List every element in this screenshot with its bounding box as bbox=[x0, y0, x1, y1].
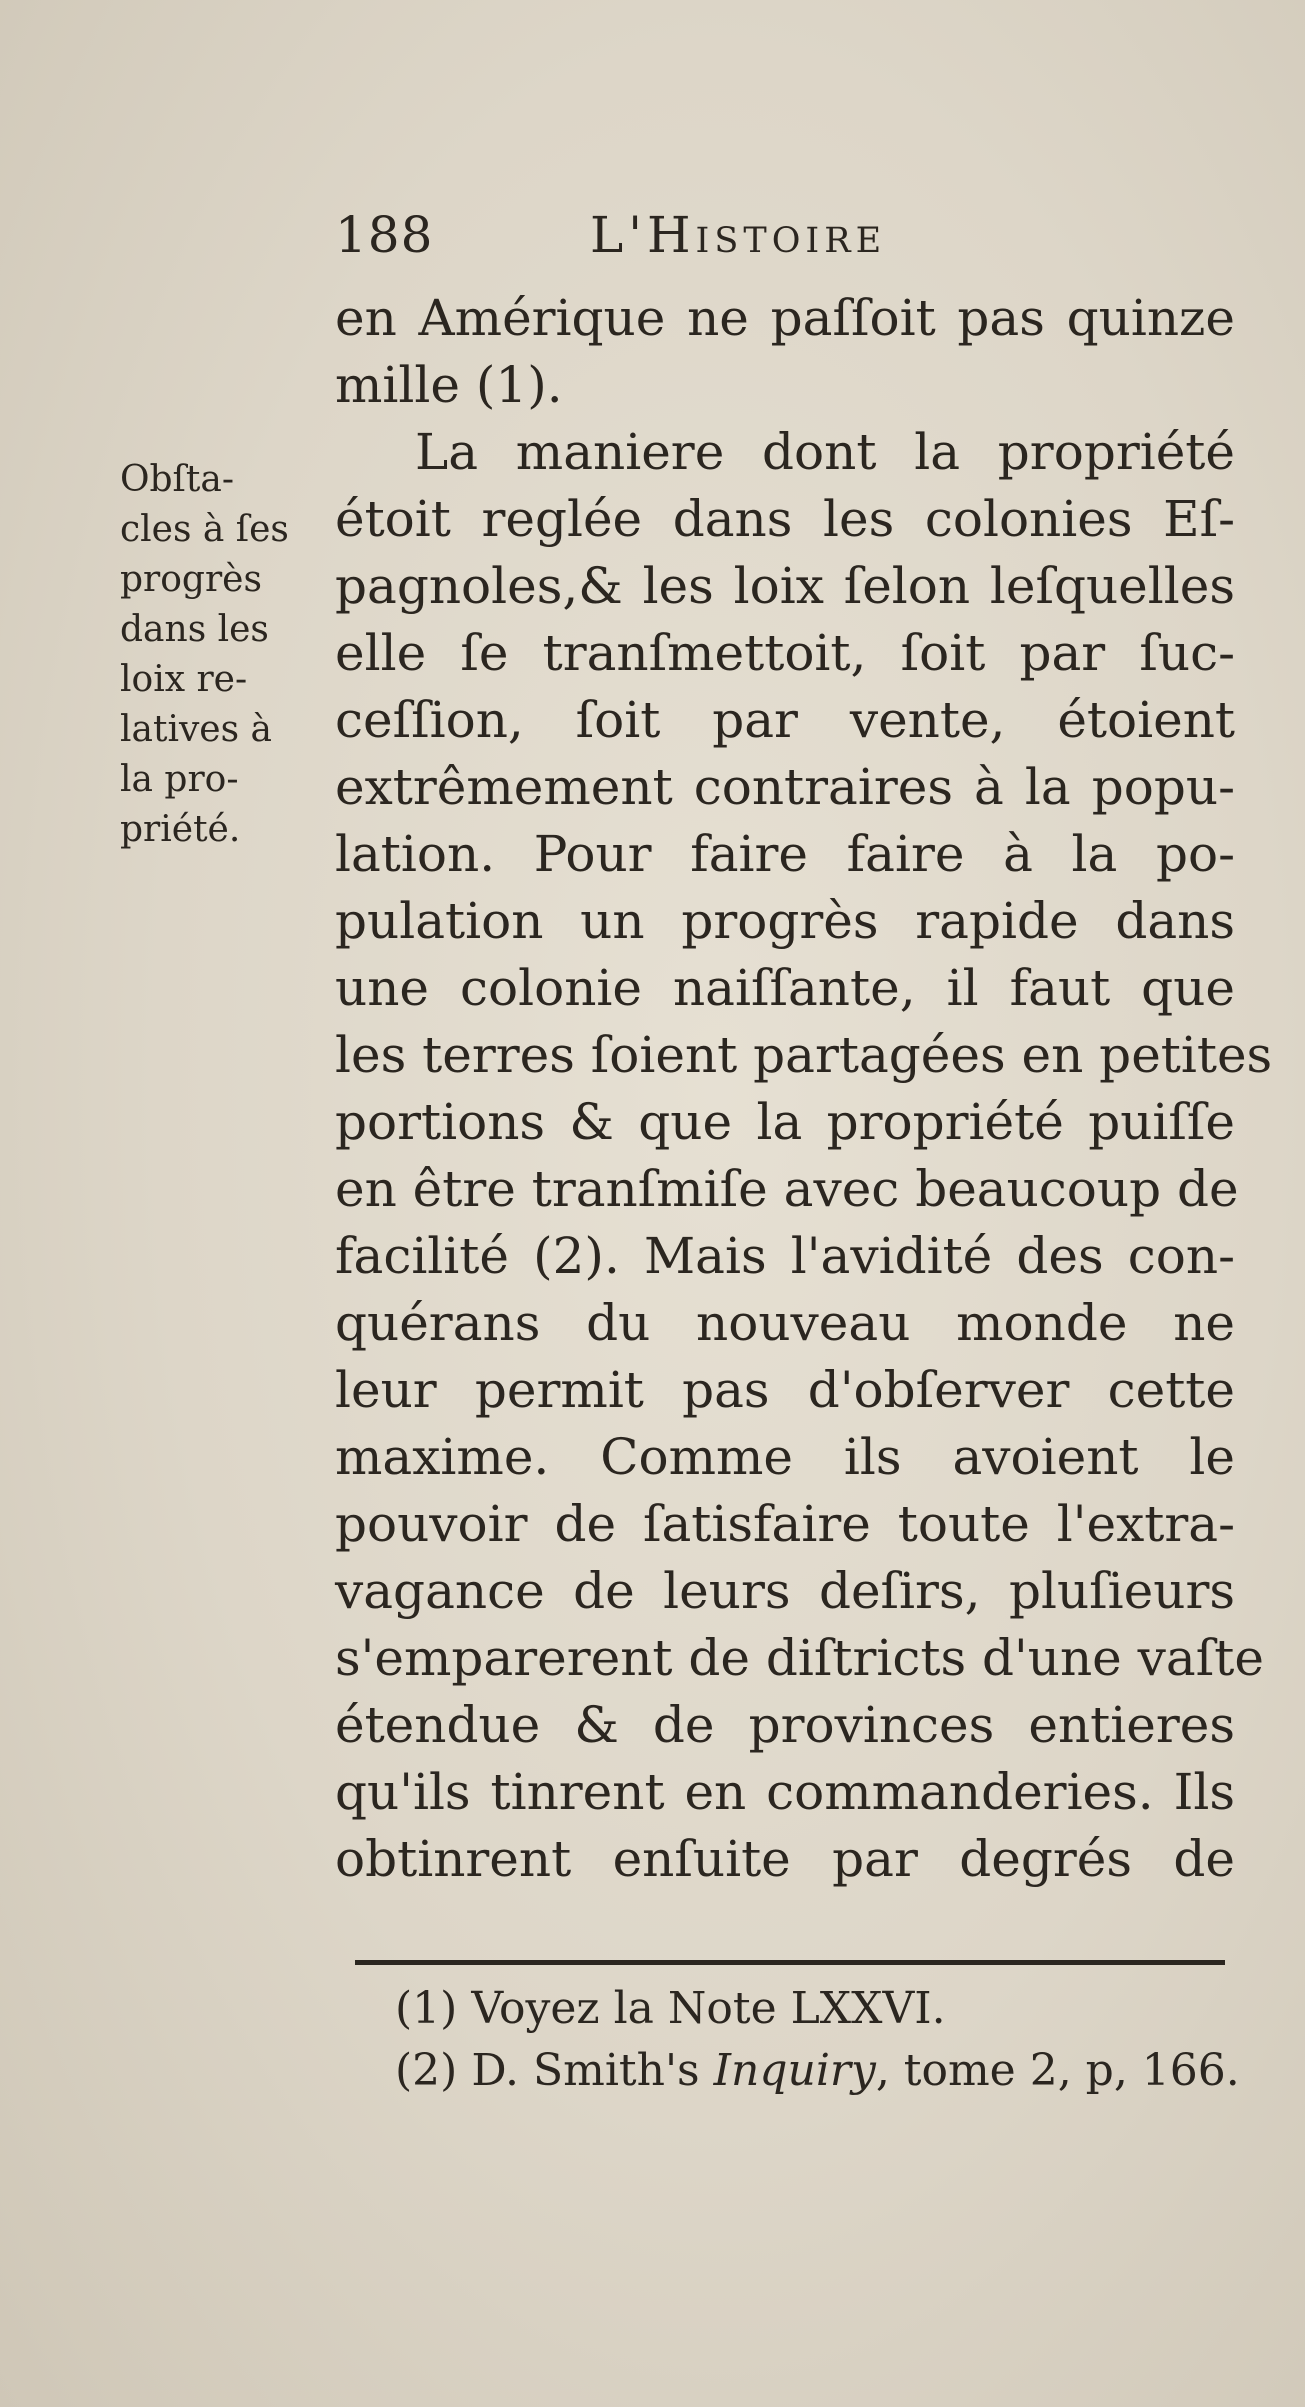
text-line: leur permit pas d'obſerver cette bbox=[335, 1361, 1235, 1419]
page-number: 188 bbox=[335, 206, 434, 264]
footnote-2-rest: , tome 2, p, 166. bbox=[875, 2045, 1240, 2096]
margin-note-line: Obſta- bbox=[120, 459, 234, 500]
running-title: L'Histoire bbox=[590, 206, 887, 264]
text-line: obtinrent enſuite par degrés de bbox=[335, 1830, 1235, 1888]
margin-note bbox=[120, 455, 335, 855]
text-line: lation. Pour faire faire à la po- bbox=[335, 825, 1235, 883]
text-line: facilité (2). Mais l'avidité des con- bbox=[335, 1227, 1235, 1285]
footnote-1: (1) Voyez la Note LXXVI. bbox=[395, 1983, 946, 2034]
text-line: s'emparerent de diſtricts d'une vaſte bbox=[335, 1629, 1264, 1687]
body-text bbox=[335, 285, 1273, 1893]
footnote-2-prefix: (2) D. Smith's bbox=[395, 2045, 714, 2096]
text-line: elle ſe tranſmettoit, ſoit par ſuc- bbox=[335, 624, 1235, 682]
text-line: extrêmement contraires à la popu- bbox=[335, 758, 1235, 816]
text-line: en Amérique ne paſſoit pas quinze bbox=[335, 289, 1235, 347]
footnote-divider bbox=[355, 1960, 1225, 1965]
footnote-2-title: Inquiry bbox=[713, 2045, 876, 2096]
text-line: pouvoir de ſatisfaire toute l'extra- bbox=[335, 1495, 1235, 1553]
text-line: maxime. Comme ils avoient le bbox=[335, 1428, 1235, 1486]
margin-note-line: progrès bbox=[120, 559, 262, 600]
text-line: qu'ils tinrent en commanderies. Ils bbox=[335, 1763, 1235, 1821]
page-header bbox=[335, 200, 1235, 270]
text-line: en être tranſmiſe avec beaucoup de bbox=[335, 1160, 1239, 1218]
footnote-2 bbox=[395, 2040, 1255, 2102]
margin-note-line: cles à ſes bbox=[120, 509, 289, 550]
margin-note-line: priété. bbox=[120, 809, 241, 850]
text-line: mille (1). bbox=[335, 356, 563, 414]
text-line: pulation un progrès rapide dans bbox=[335, 892, 1235, 950]
text-line: La maniere dont la propriété bbox=[415, 423, 1235, 481]
text-line: quérans du nouveau monde ne bbox=[335, 1294, 1235, 1352]
text-line: portions & que la propriété puiſſe bbox=[335, 1093, 1235, 1151]
text-line: étendue & de provinces entieres bbox=[335, 1696, 1235, 1754]
text-line: les terres ſoient partagées en petites bbox=[335, 1026, 1273, 1084]
text-line: pagnoles,& les loix ſelon leſquelles bbox=[335, 557, 1235, 615]
margin-note-line: loix re- bbox=[120, 659, 248, 700]
margin-note-line: la pro- bbox=[120, 759, 239, 800]
text-line: ceſſion, ſoit par vente, étoient bbox=[335, 691, 1235, 749]
margin-note-line: dans les bbox=[120, 609, 269, 650]
footnotes bbox=[395, 1978, 1255, 2102]
text-line: une colonie naiſſante, il faut que bbox=[335, 959, 1235, 1017]
text-line: étoit reglée dans les colonies Eſ- bbox=[335, 490, 1235, 548]
margin-note-line: latives à bbox=[120, 709, 272, 750]
text-line: vagance de leurs deſirs, pluſieurs bbox=[335, 1562, 1235, 1620]
